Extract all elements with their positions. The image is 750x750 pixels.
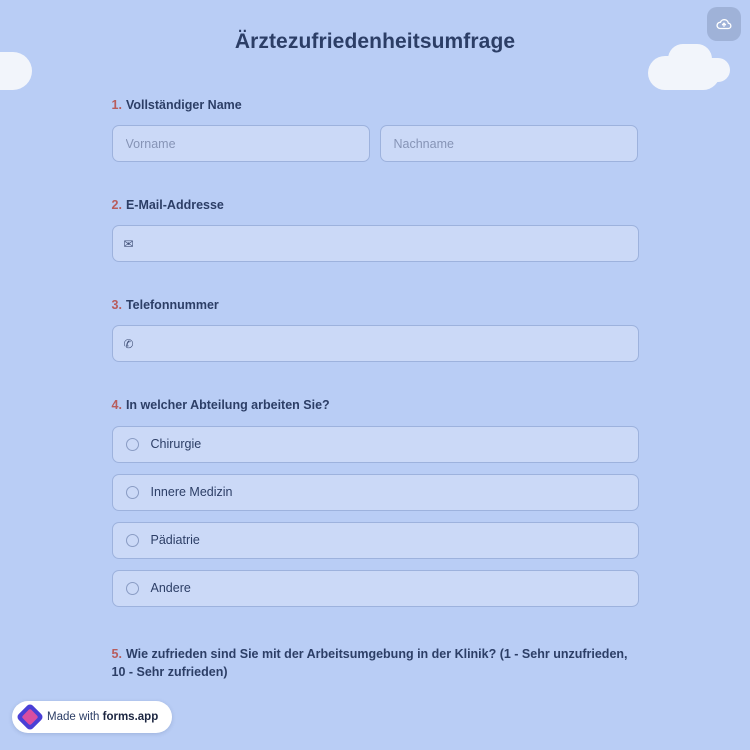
radio-option-andere[interactable] xyxy=(112,570,639,607)
radio-icon[interactable] xyxy=(126,534,139,547)
radio-label: Pädiatrie xyxy=(150,533,200,547)
form-body xyxy=(112,54,639,681)
question-number-1: 1. xyxy=(111,98,122,112)
question-number-3: 3. xyxy=(111,298,122,313)
question-satisfaction xyxy=(112,641,639,681)
question-text-5: Wie zufrieden sind Sie mit der Arbeitsumgebung in der Klinik? (1 - Sehr unzufrieden, 10 - Sehr zufrieden) xyxy=(111,646,628,679)
question-number-4: 4. xyxy=(111,398,122,413)
question-text-2: E-Mail-Addresse xyxy=(125,198,224,213)
question-text-3: Telefonnummer xyxy=(125,298,219,313)
question-label-3 xyxy=(112,296,639,314)
forms-app-badge[interactable] xyxy=(12,701,172,733)
name-fields-row xyxy=(112,125,639,162)
question-text-1: Vollständiger Name xyxy=(125,98,242,112)
radio-icon[interactable] xyxy=(126,582,139,595)
radio-icon[interactable] xyxy=(126,438,139,451)
first-name-input[interactable] xyxy=(112,125,370,162)
question-text-4: In welcher Abteilung arbeiten Sie? xyxy=(125,398,330,413)
question-label-5 xyxy=(112,641,639,681)
question-number-5: 5. xyxy=(111,646,122,661)
radio-label: Chirurgie xyxy=(150,437,202,451)
badge-brand: forms.app xyxy=(102,711,159,723)
email-field-wrapper xyxy=(112,225,639,262)
radio-label: Innere Medizin xyxy=(150,485,233,499)
radio-label: Andere xyxy=(150,581,191,595)
last-name-input[interactable] xyxy=(380,125,638,162)
question-department xyxy=(112,396,639,606)
radio-option-paediatrie[interactable] xyxy=(112,522,639,559)
question-number-2: 2. xyxy=(111,198,122,213)
radio-option-chirurgie[interactable] xyxy=(112,426,639,463)
phone-field[interactable] xyxy=(112,325,639,362)
cloud-save-button[interactable] xyxy=(707,7,741,41)
question-label-1 xyxy=(112,96,639,114)
badge-prefix: Made with xyxy=(47,711,100,723)
radio-icon[interactable] xyxy=(126,486,139,499)
question-label-2 xyxy=(112,196,639,214)
cloud-decoration-left xyxy=(0,52,32,90)
radio-option-innere-medizin[interactable] xyxy=(112,474,639,511)
question-label-4 xyxy=(112,396,639,414)
cloud-decoration-right-c xyxy=(696,58,730,82)
question-full-name xyxy=(112,96,639,162)
badge-text xyxy=(47,711,158,723)
cloud-decoration-right-a xyxy=(648,56,720,90)
envelope-icon: ✉ xyxy=(123,236,134,251)
formsapp-logo-icon xyxy=(16,703,44,731)
cloud-save-icon xyxy=(715,15,733,33)
question-phone xyxy=(112,296,639,362)
phone-icon: ✆ xyxy=(123,336,134,351)
page-title: Ärztezufriedenheitsumfrage xyxy=(234,30,516,53)
question-email xyxy=(112,196,639,262)
email-field[interactable] xyxy=(112,225,639,262)
phone-field-wrapper xyxy=(112,325,639,362)
